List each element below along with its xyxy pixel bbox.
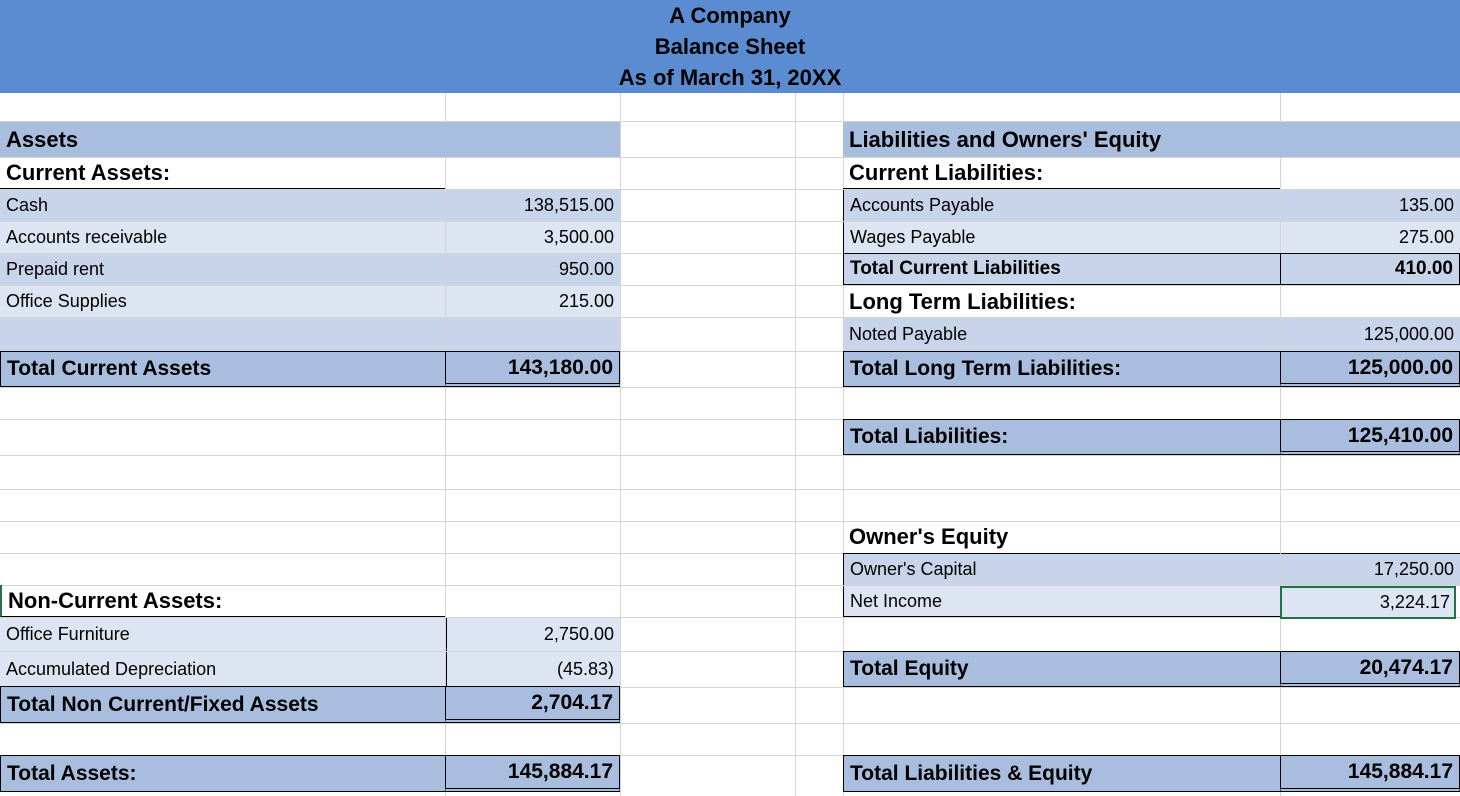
equity-label-owners-capital[interactable]: Owner's Capital <box>843 553 1280 585</box>
total-long-term-liabilities-label[interactable]: Total Long Term Liabilities: <box>843 351 1281 387</box>
equity-value-net-income-selected-cell[interactable]: 3,224.17 <box>1280 586 1456 619</box>
total-noncurrent-assets-value[interactable]: 2,704.17 <box>445 686 620 723</box>
total-equity-label[interactable]: Total Equity <box>843 651 1281 687</box>
row-gridline <box>0 387 1460 388</box>
total-assets-value[interactable]: 145,884.17 <box>445 755 620 792</box>
total-liabilities-value[interactable]: 125,410.00 <box>1280 419 1460 455</box>
non-current-assets-heading[interactable]: Non-Current Assets: <box>0 585 445 617</box>
assets-heading[interactable]: Assets <box>0 122 620 157</box>
row-gridline <box>0 455 1460 456</box>
column-gridline <box>795 93 796 796</box>
asset-label-office-furniture[interactable]: Office Furniture <box>0 618 445 651</box>
total-liabilities-label[interactable]: Total Liabilities: <box>843 419 1281 455</box>
current-assets-heading[interactable]: Current Assets: <box>0 157 445 189</box>
liability-label-noted-payable[interactable]: Noted Payable <box>843 318 1280 351</box>
equity-label-net-income[interactable]: Net Income <box>843 586 1280 617</box>
liability-value-wages-payable[interactable]: 275.00 <box>1281 222 1460 253</box>
asset-label-cash[interactable]: Cash <box>0 190 445 221</box>
asset-value-office-supplies[interactable]: 215.00 <box>446 286 620 317</box>
total-current-liabilities-value[interactable]: 410.00 <box>1280 253 1460 285</box>
asset-value-accumulated-depreciation[interactable]: (45.83) <box>446 652 620 687</box>
asset-value-accounts-receivable[interactable]: 3,500.00 <box>446 222 620 253</box>
total-liabilities-equity-value[interactable]: 145,884.17 <box>1280 755 1460 792</box>
asset-label-prepaid-rent[interactable]: Prepaid rent <box>0 254 445 285</box>
report-title: Balance Sheet <box>654 34 806 59</box>
total-noncurrent-assets-label[interactable]: Total Non Current/Fixed Assets <box>0 686 446 723</box>
empty-asset-cell[interactable] <box>0 318 445 351</box>
liability-value-accounts-payable[interactable]: 135.00 <box>1281 190 1460 221</box>
row-gridline <box>0 489 1460 490</box>
total-assets-label[interactable]: Total Assets: <box>0 755 446 792</box>
total-long-term-liabilities-value[interactable]: 125,000.00 <box>1280 351 1460 387</box>
column-gridline <box>620 93 621 796</box>
liability-value-noted-payable[interactable]: 125,000.00 <box>1281 318 1460 351</box>
long-term-liabilities-heading[interactable]: Long Term Liabilities: <box>849 289 1076 314</box>
asset-value-office-furniture[interactable]: 2,750.00 <box>446 618 620 651</box>
liability-label-accounts-payable[interactable]: Accounts Payable <box>843 190 1280 221</box>
report-date: As of March 31, 20XX <box>618 65 842 90</box>
current-liabilities-heading[interactable]: Current Liabilities: <box>843 157 1280 189</box>
asset-value-cash[interactable]: 138,515.00 <box>446 190 620 221</box>
row-gridline <box>0 723 1460 724</box>
total-equity-value[interactable]: 20,474.17 <box>1280 651 1460 687</box>
owners-equity-heading[interactable]: Owner's Equity <box>849 524 1009 549</box>
total-current-assets-value[interactable]: 143,180.00 <box>445 351 620 387</box>
total-current-assets-label[interactable]: Total Current Assets <box>0 351 446 387</box>
asset-label-accumulated-depreciation[interactable]: Accumulated Depreciation <box>0 652 445 687</box>
asset-value-prepaid-rent[interactable]: 950.00 <box>446 254 620 285</box>
company-name: A Company <box>669 3 791 28</box>
empty-asset-cell[interactable] <box>446 318 620 351</box>
liability-label-wages-payable[interactable]: Wages Payable <box>843 222 1280 253</box>
asset-label-accounts-receivable[interactable]: Accounts receivable <box>0 222 445 253</box>
total-current-liabilities-label[interactable]: Total Current Liabilities <box>843 253 1281 285</box>
equity-value-owners-capital[interactable]: 17,250.00 <box>1281 553 1460 585</box>
asset-label-office-supplies[interactable]: Office Supplies <box>0 286 445 317</box>
liabilities-equity-heading[interactable]: Liabilities and Owners' Equity <box>843 122 1460 157</box>
total-liabilities-equity-label[interactable]: Total Liabilities & Equity <box>843 755 1281 792</box>
